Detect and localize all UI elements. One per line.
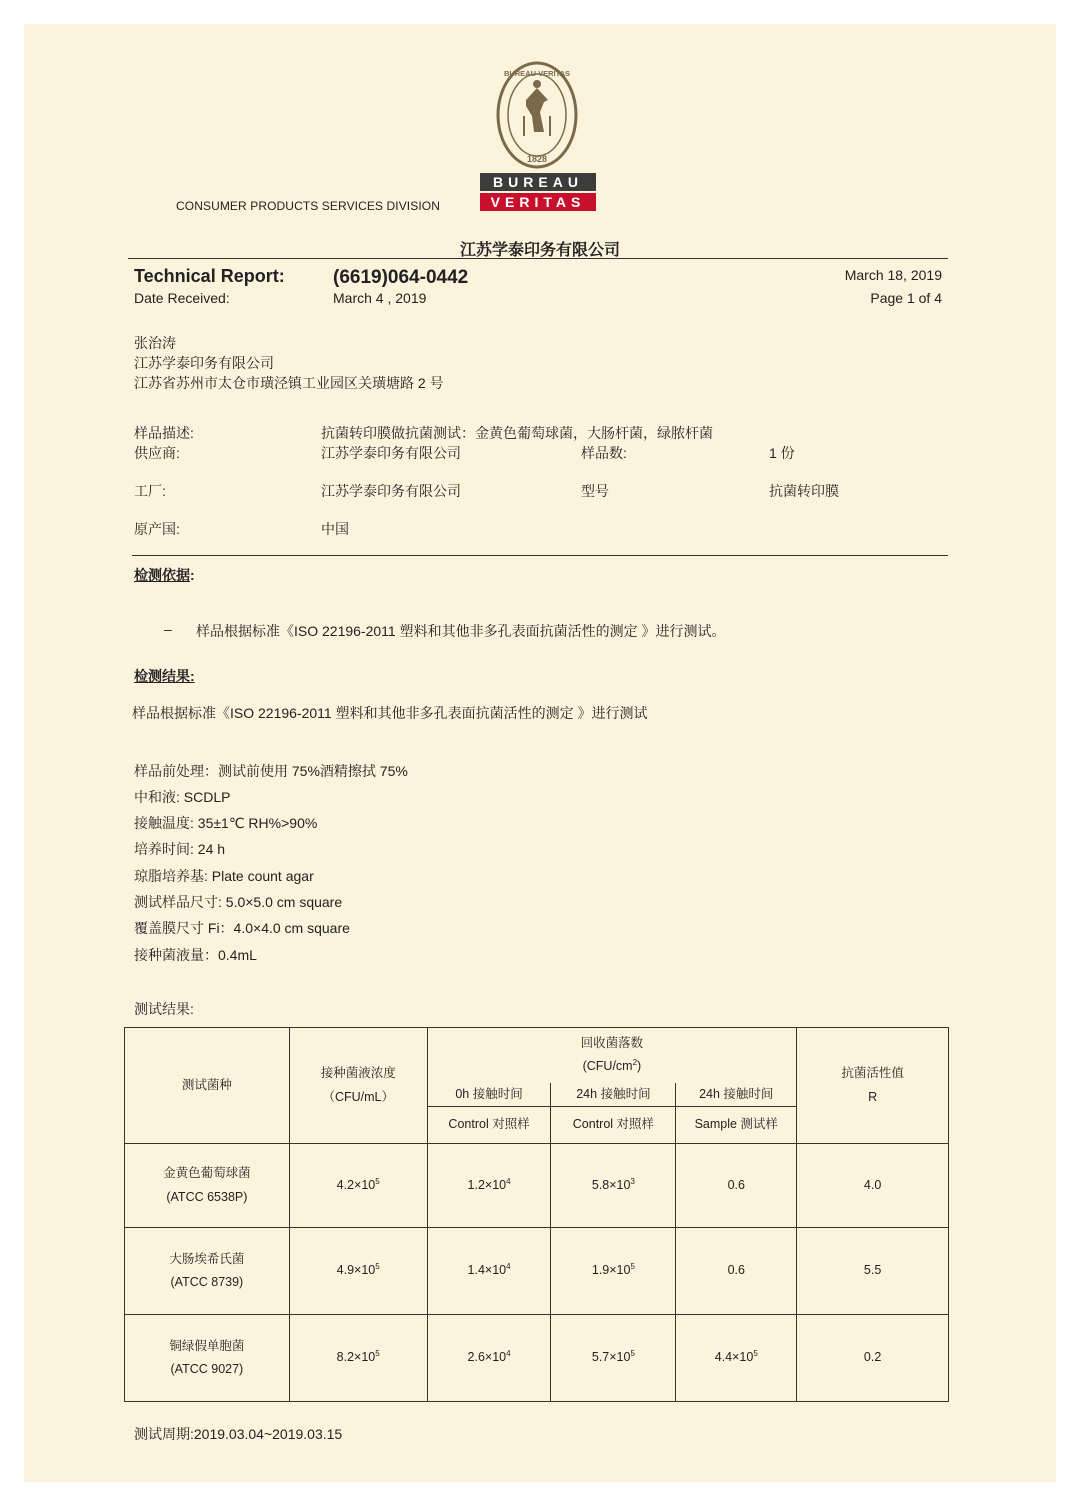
sample-desc-label: 样品描述: [134, 425, 194, 441]
activity-value: 4.0 [797, 1144, 949, 1228]
header-inoculum [289, 1028, 427, 1144]
strain-name: 大肠埃希氏菌 [169, 1251, 245, 1266]
control-0h-value [427, 1228, 551, 1315]
header-inoculum-line2: （CFU/mL） [322, 1089, 394, 1104]
strain-cell [125, 1228, 290, 1315]
value-exponent: 5 [375, 1176, 380, 1186]
activity-value: 5.5 [797, 1228, 949, 1315]
value-mantissa: 1.9×10 [591, 1263, 631, 1278]
strain-atcc: (ATCC 8739) [170, 1275, 244, 1290]
inoculum-value [289, 1315, 427, 1402]
report-number: (6619)064-0442 [333, 267, 469, 288]
value-mantissa: 8.2×10 [336, 1350, 376, 1365]
value-exponent: 4 [506, 1176, 511, 1186]
logo-ring-text: BUREAU VERITAS [503, 69, 571, 78]
strain-name: 金黄色葡萄球菌 [163, 1166, 251, 1180]
value-mantissa: 4.2×10 [336, 1177, 376, 1192]
value-mantissa: 1.4×10 [467, 1263, 507, 1278]
value-mantissa: 5.7×10 [591, 1350, 631, 1365]
basis-heading-colon: : [190, 567, 195, 583]
header-activity [797, 1028, 949, 1144]
basis-heading-text: 检测依据 [134, 567, 190, 583]
value-mantissa: 5.8×10 [591, 1177, 631, 1192]
report-date: March 18, 2019 [844, 267, 942, 283]
bureau-veritas-logo [474, 60, 600, 213]
header-recovered-line2 [428, 1055, 797, 1079]
division-name: CONSUMER PRODUCTS SERVICES DIVISION [176, 199, 440, 213]
strain-name: 铜绿假单胞菌 [169, 1338, 245, 1353]
header-inoculum-line1: 接种菌液浓度 [320, 1065, 396, 1080]
origin-label: 原产国: [134, 521, 180, 537]
value-exponent: 5 [375, 1262, 380, 1272]
control-24h-value [551, 1144, 676, 1228]
table-row [125, 1144, 949, 1228]
value-mantissa: 4.4×10 [714, 1350, 754, 1365]
table-caption: 测试结果: [134, 1001, 194, 1017]
header-strain: 测试菌种 [125, 1028, 290, 1144]
sample-24h-value: 0.6 [676, 1228, 797, 1315]
contact-address: 江苏省苏州市太仓市璜泾镇工业园区关璜塘路 2 号 [134, 375, 444, 391]
factory-value: 江苏学泰印务有限公司 [321, 483, 461, 499]
condition-pretreatment: 样品前处理：测试前使用 75%酒精擦拭 75% [134, 763, 408, 779]
date-received-value: March 4 , 2019 [333, 290, 427, 306]
sample-24h-value: 0.6 [676, 1144, 797, 1228]
control-24h-value [551, 1228, 676, 1315]
header-24h-control: 24h 接触时间 [551, 1083, 676, 1107]
header-control-0h: Control 对照样 [427, 1107, 551, 1144]
activity-value: 0.2 [797, 1315, 949, 1402]
section-divider [132, 555, 948, 556]
value-mantissa: 1.2×10 [467, 1177, 507, 1192]
condition-temperature: 接触温度: 35±1℃ RH%>90% [134, 815, 318, 831]
logo-word-bureau: BUREAU [493, 174, 583, 190]
value-exponent: 5 [375, 1349, 380, 1359]
page-number: Page 1 of 4 [870, 290, 942, 306]
header-control-24h: Control 对照样 [551, 1107, 676, 1144]
header-recovered [427, 1028, 797, 1083]
basis-bullet: – [164, 621, 172, 637]
basis-heading [134, 565, 195, 585]
basis-text: 样品根据标准《ISO 22196-2011 塑料和其他非多孔表面抗菌活性的测定 》进行测试。 [196, 623, 726, 639]
logo-word-veritas: VERITAS [490, 194, 586, 210]
value-mantissa: 4.9×10 [336, 1263, 376, 1278]
condition-sample-size: 测试样品尺寸: 5.0×5.0 cm square [134, 894, 343, 910]
condition-incubation: 培养时间: 24 h [134, 841, 226, 857]
origin-value: 中国 [321, 521, 349, 537]
header-sample-24h: Sample 测试样 [676, 1107, 797, 1144]
results-heading: 检测结果: [134, 668, 195, 684]
strain-atcc: (ATCC 9027) [170, 1362, 244, 1377]
header-recovered-line1: 回收菌落数 [580, 1035, 644, 1050]
condition-film-size: 覆盖膜尺寸 Fi：4.0×4.0 cm square [134, 920, 350, 936]
sample-desc-value: 抗菌转印膜做抗菌测试：金黄色葡萄球菌，大肠杆菌，绿脓杆菌 [321, 425, 713, 441]
header-activity-line2: R [868, 1089, 878, 1104]
contact-name: 张治涛 [134, 335, 176, 351]
control-24h-value [551, 1315, 676, 1402]
model-label: 型号 [581, 483, 609, 499]
contact-company: 江苏学泰印务有限公司 [134, 355, 274, 371]
value-exponent: 4 [506, 1262, 511, 1272]
control-0h-value [427, 1144, 551, 1228]
logo-year: 1828 [526, 154, 548, 164]
value-exponent: 4 [506, 1349, 511, 1359]
results-table [124, 1027, 949, 1402]
company-title: 江苏学泰印务有限公司 [459, 242, 620, 259]
date-received-label: Date Received: [134, 290, 230, 306]
header-recovered-unit: (CFU/cm [582, 1059, 633, 1074]
table-row [125, 1228, 949, 1315]
header-activity-line1: 抗菌活性值 [841, 1065, 904, 1080]
supplier-label: 供应商: [134, 445, 180, 461]
factory-label: 工厂: [134, 483, 166, 499]
header-divider [128, 258, 948, 259]
inoculum-value [289, 1228, 427, 1315]
control-0h-value [427, 1315, 551, 1402]
sample-24h-value [676, 1315, 797, 1402]
supplier-value: 江苏学泰印务有限公司 [321, 445, 461, 461]
sample-qty-label: 样品数: [581, 445, 627, 461]
header-recovered-unit-close: ) [637, 1059, 642, 1074]
condition-neutralizer: 中和液: SCDLP [134, 789, 231, 805]
value-mantissa: 2.6×10 [467, 1350, 507, 1365]
table-row [125, 1315, 949, 1402]
test-period: 测试周期:2019.03.04~2019.03.15 [134, 1426, 343, 1442]
header-recovered-unit-sup: 2 [632, 1058, 638, 1068]
model-value: 抗菌转印膜 [769, 483, 839, 499]
value-exponent: 5 [630, 1262, 635, 1272]
value-exponent: 5 [630, 1349, 635, 1359]
results-intro: 样品根据标准《ISO 22196-2011 塑料和其他非多孔表面抗菌活性的测定 》进行测试 [132, 705, 648, 721]
condition-agar: 琼脂培养基: Plate count agar [134, 868, 314, 884]
value-exponent: 5 [753, 1349, 758, 1359]
value-exponent: 3 [630, 1176, 635, 1186]
inoculum-value [289, 1144, 427, 1228]
strain-cell [125, 1315, 290, 1402]
technical-report-label: Technical Report: [134, 266, 285, 286]
sample-qty-value: 1 份 [769, 445, 795, 461]
header-0h: 0h 接触时间 [427, 1083, 551, 1107]
header-24h-sample: 24h 接触时间 [676, 1083, 797, 1107]
condition-inoculum: 接种菌液量：0.4mL [134, 947, 257, 963]
strain-atcc: (ATCC 6538P) [166, 1189, 248, 1204]
strain-cell [125, 1144, 290, 1228]
